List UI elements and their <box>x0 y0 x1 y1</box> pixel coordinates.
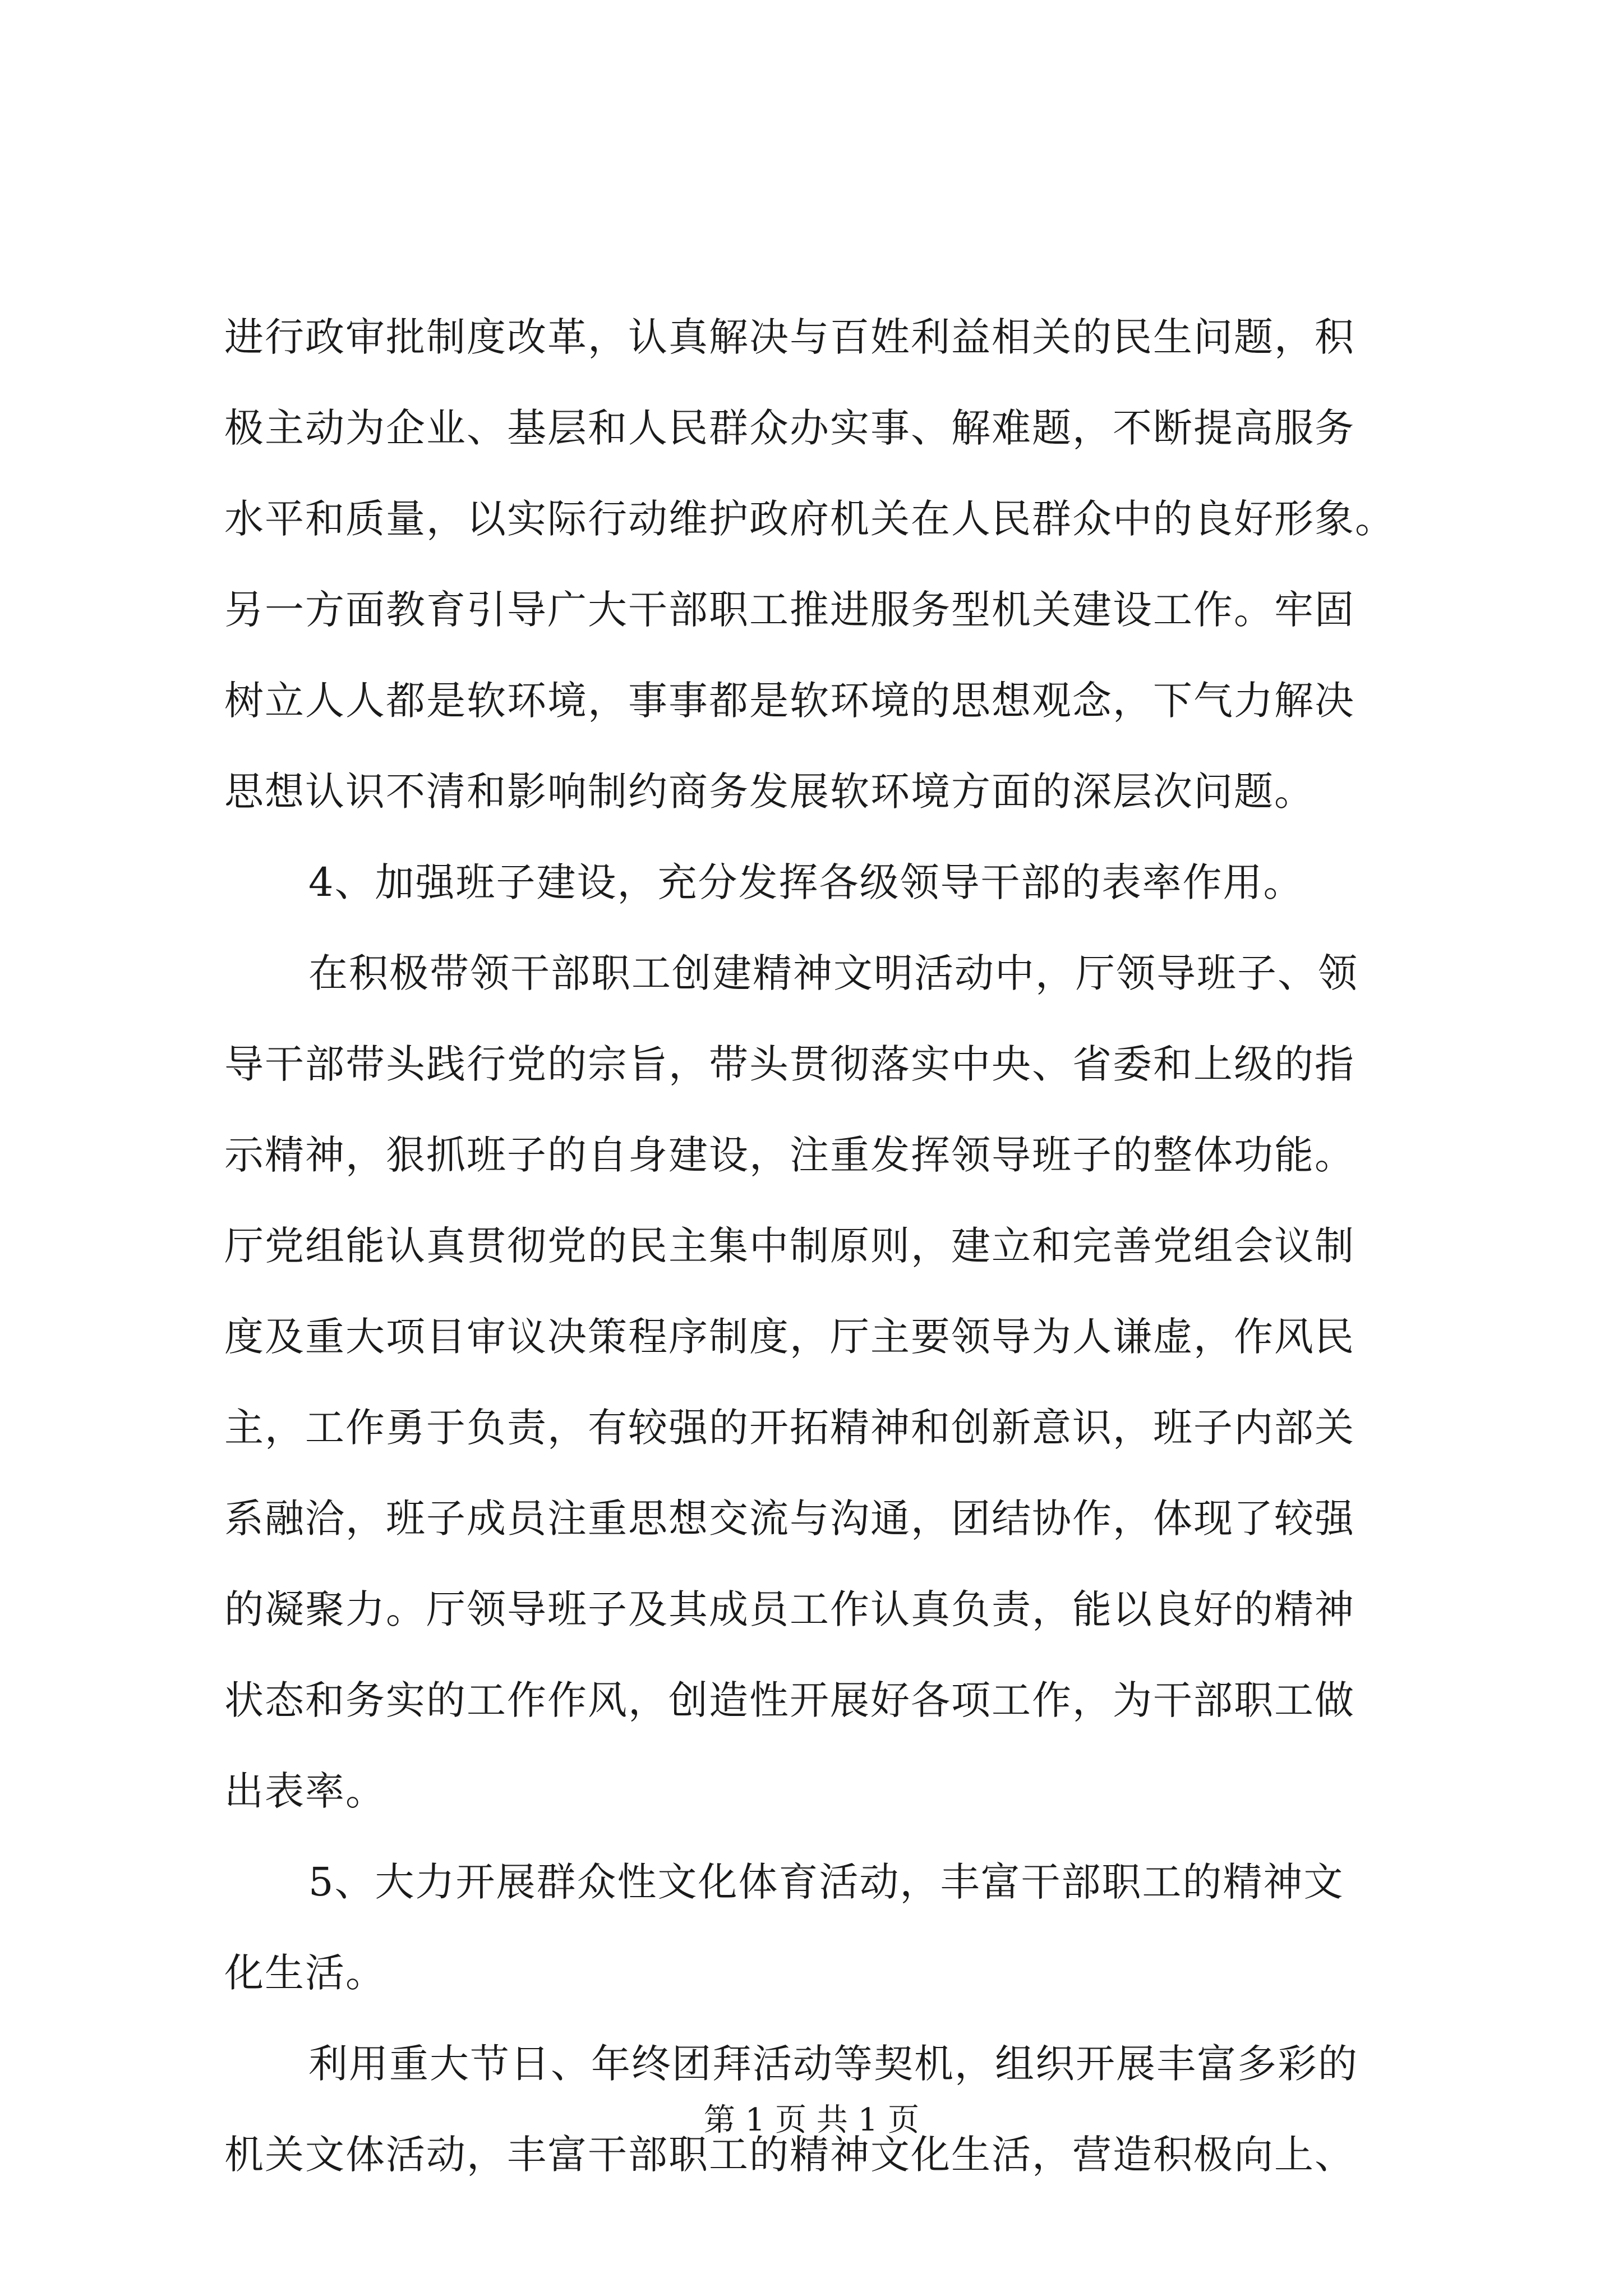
text-line: 极主动为企业、基层和人民群众办实事、解难题，不断提高服务 <box>224 405 1355 451</box>
text-line: 化生活。 <box>224 1950 386 1996</box>
text-line: 进行政审批制度改革，认真解决与百姓利益相关的民生问题，积 <box>224 314 1355 360</box>
text-line: 5、大力开展群众性文化体育活动，丰富干部职工的精神文 <box>308 1859 1344 1905</box>
text-line: 树立人人都是软环境，事事都是软环境的思想观念，下气力解决 <box>224 678 1355 724</box>
text-line: 水平和质量，以实际行动维护政府机关在人民群众中的良好形象。 <box>224 496 1395 542</box>
page-footer: 第 1 页 共 1 页 <box>703 2102 920 2138</box>
text-line: 的凝聚力。厅领导班子及其成员工作认真负责，能以良好的精神 <box>224 1586 1355 1632</box>
text-line: 4、加强班子建设，充分发挥各级领导干部的表率作用。 <box>308 859 1304 905</box>
text-line: 机关文体活动，丰富干部职工的精神文化生活，营造积极向上、 <box>224 2132 1355 2178</box>
text-line: 系融洽，班子成员注重思想交流与沟通，团结协作，体现了较强 <box>224 1496 1355 1542</box>
text-line: 主，工作勇于负责，有较强的开拓精神和创新意识，班子内部关 <box>224 1405 1355 1451</box>
text-line: 示精神，狠抓班子的自身建设，注重发挥领导班子的整体功能。 <box>224 1132 1355 1178</box>
text-line: 导干部带头践行党的宗旨，带头贯彻落实中央、省委和上级的指 <box>224 1041 1355 1087</box>
text-line: 状态和务实的工作作风，创造性开展好各项工作，为干部职工做 <box>224 1677 1355 1723</box>
text-line: 厅党组能认真贯彻党的民主集中制原则，建立和完善党组会议制 <box>224 1223 1355 1269</box>
text-line: 度及重大项目审议决策程序制度，厅主要领导为人谦虚，作风民 <box>224 1314 1355 1360</box>
text-line: 出表率。 <box>224 1768 386 1814</box>
text-line: 在积极带领干部职工创建精神文明活动中，厅领导班子、领 <box>308 950 1358 996</box>
document-body <box>224 292 1424 2200</box>
text-line: 思想认识不清和影响制约商务发展软环境方面的深层次问题。 <box>224 769 1315 815</box>
text-line: 利用重大节日、年终团拜活动等契机，组织开展丰富多彩的 <box>308 2041 1358 2087</box>
text-line: 另一方面教育引导广大干部职工推进服务型机关建设工作。牢固 <box>224 587 1355 633</box>
